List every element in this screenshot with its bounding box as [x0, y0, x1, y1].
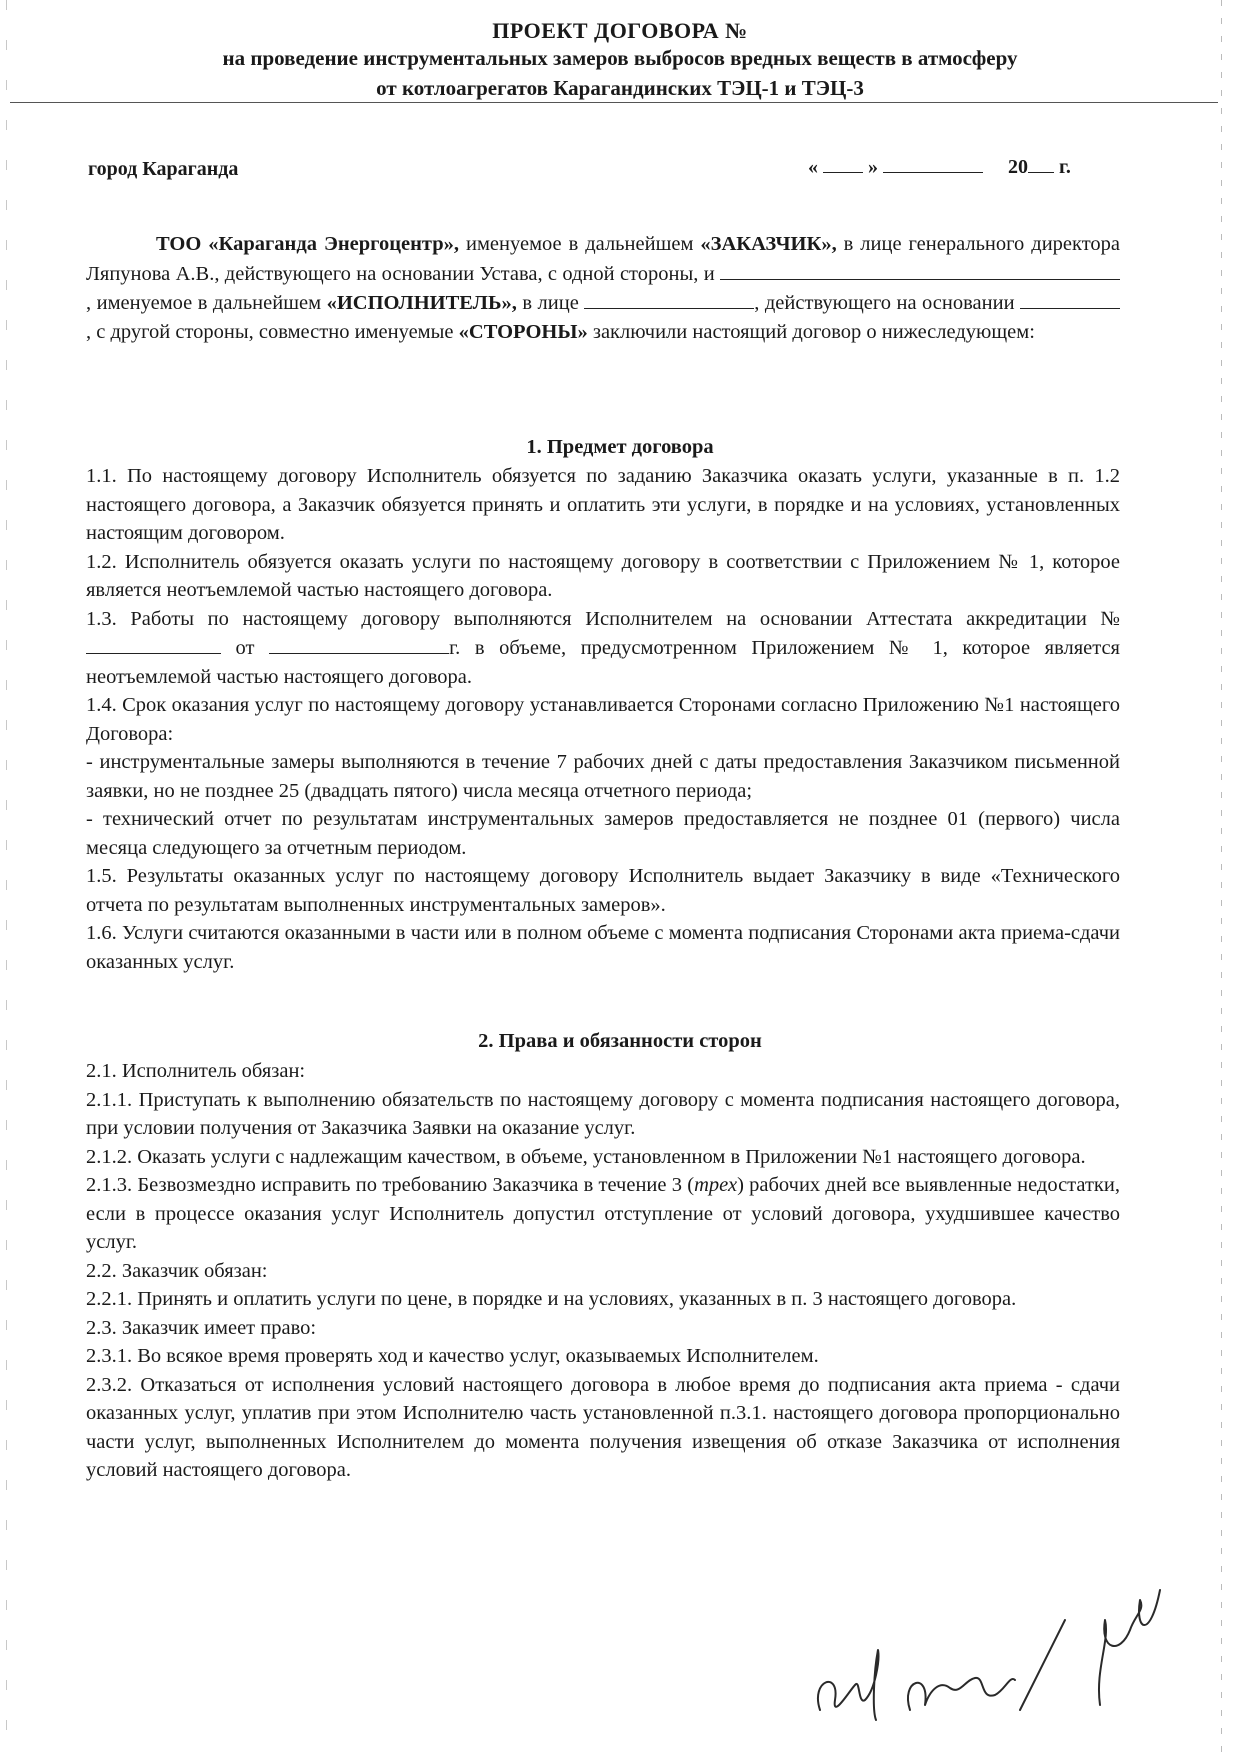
date-year-blank: [1028, 152, 1054, 173]
clause-1-3-text-c: г. в объеме, предусмотренном Приложением № 1, которое является неотъемлемой частью настоящего договора.: [86, 637, 1120, 688]
clause-1-1: 1.1. По настоящему договору Исполнитель обязуется по заданию Заказчика оказать услуги, указанные в п. 1.2 настоящего договора, а Заказчик обязуется принять и оплатить эти услуги, в порядке и на условиях, установленных настоящим договором.: [86, 465, 1120, 544]
clause-1-6: 1.6. Услуги считаются оказанными в части или в полном объеме с момента подписания Сторонами акта приема-сдачи оказанных услуг.: [86, 922, 1120, 973]
section-1-title: 1. Предмет договора: [526, 436, 714, 458]
clause-1-4-bullet-2: - технический отчет по результатам инструментальных замеров предоставляется не позднее 01 (первого) числа месяца следующего за отчетным периодом.: [86, 808, 1120, 859]
scan-edge-left: [6, 0, 7, 1754]
clause-2-1-3-italic: трех: [694, 1174, 738, 1196]
preamble-text-2: в лице генерального директора Ляпунова А.В., действующего на основании Устава, с одной стороны, и: [86, 233, 1120, 285]
preamble-text-7: заключили настоящий договор о нижеследующем:: [587, 320, 1035, 343]
accreditation-date-blank: [269, 633, 449, 654]
preamble: [86, 230, 1120, 346]
executor-representative-blank: [584, 288, 754, 309]
contract-subtitle-line1: на проведение инструментальных замеров выбросов вредных веществ в атмосферу: [222, 46, 1018, 70]
section-1: [86, 462, 1120, 976]
clause-2-3-2: 2.3.2. Отказаться от исполнения условий настоящего договора в любое время до подписания акта приема - сдачи оказанных услуг, уплатив при этом Исполнителю часть установленной п.3.1. настоящего договора пропорционально части услуг, выполненных Исполнителем до момента получения извещения об отказе Заказчика от исполнения условий настоящего договора.: [86, 1373, 1120, 1481]
clause-1-4: 1.4. Срок оказания услуг по настоящему договору устанавливается Сторонами согласно Приложению №1 настоящего Договора:: [86, 694, 1120, 745]
clause-1-2: 1.2. Исполнитель обязуется оказать услуги по настоящему договору в соответствии с Приложением № 1, которое является неотъемлемой частью настоящего договора.: [86, 550, 1120, 601]
clause-1-3-text-b: от: [221, 637, 270, 659]
header-divider: [10, 102, 1218, 103]
executor-basis-blank: [1020, 288, 1120, 309]
clause-2-3: 2.3. Заказчик имеет право:: [86, 1316, 317, 1339]
signature-2: [908, 1678, 1015, 1710]
customer-company: ТОО «Караганда Энергоцентр»,: [156, 233, 460, 255]
clause-1-4-bullet-1: - инструментальные замеры выполняются в течение 7 рабочих дней с даты предоставления Заказчиком письменной заявки, но не позднее 25 (двадцать пятого) числа месяца отчетного периода;: [86, 751, 1120, 802]
clause-2-1-3-text-a: 2.1.3. Безвозмездно исправить по требованию Заказчика в течение 3 (: [86, 1174, 695, 1196]
clause-2-1-1: 2.1.1. Приступать к выполнению обязательств по настоящему договору с момента подписания настоящего договора, при условии получения от Заказчика Заявки на оказание услуг.: [86, 1088, 1120, 1139]
preamble-text-3: , именуемое в дальнейшем: [86, 292, 327, 314]
clause-1-3-text-a: 1.3. Работы по настоящему договору выполняются Исполнителем на основании Аттестата аккредитации №: [86, 607, 1120, 630]
clause-2-2: 2.2. Заказчик обязан:: [86, 1259, 268, 1282]
scan-edge-right: [1221, 0, 1222, 1754]
preamble-text-6: , с другой стороны, совместно именуемые: [86, 320, 459, 343]
clause-2-2-1: 2.2.1. Принять и оплатить услуги по цене, в порядке и на условиях, указанных в п. 3 настоящего договора.: [86, 1288, 1017, 1310]
date-close-quote: »: [868, 156, 878, 178]
clause-2-1-2: 2.1.2. Оказать услуги с надлежащим качеством, в объеме, установленном в Приложении №1 настоящего договора.: [86, 1145, 1086, 1168]
signature-1: [818, 1650, 878, 1720]
clause-1-3: [86, 605, 1120, 692]
customer-role: «ЗАКАЗЧИК»,: [700, 233, 837, 255]
date-month-blank: [883, 152, 983, 173]
preamble-paragraph: [86, 230, 1120, 346]
executor-name-blank: [720, 259, 1120, 280]
preamble-text-1: именуемое в дальнейшем: [459, 233, 701, 255]
section-2: [86, 1057, 1120, 1485]
accreditation-number-blank: [86, 633, 221, 654]
clause-2-1-3: [86, 1171, 1120, 1257]
date-year-suffix: г.: [1059, 156, 1071, 178]
parties-role: «СТОРОНЫ»: [458, 320, 588, 343]
contract-subtitle-line2: от котлоагрегатов Карагандинских ТЭЦ-1 и ТЭЦ-3: [376, 76, 864, 100]
preamble-text-4: в лице: [516, 292, 585, 314]
contract-title: ПРОЕКТ ДОГОВОРА №: [492, 18, 748, 43]
executor-role: «ИСПОЛНИТЕЛЬ»,: [326, 292, 517, 314]
handwritten-signatures: [800, 1560, 1200, 1730]
clause-2-3-1: 2.3.1. Во всякое время проверять ход и качество услуг, оказываемых Исполнителем.: [86, 1345, 819, 1367]
preamble-text-5: , действующего на основании: [754, 292, 1021, 314]
date-year-prefix: 20: [1008, 156, 1028, 178]
section-2-title: 2. Права и обязанности сторон: [478, 1030, 762, 1052]
clause-2-1: 2.1. Исполнитель обязан:: [86, 1060, 306, 1082]
date-day-blank: [823, 152, 863, 173]
date-open-quote: «: [808, 156, 818, 178]
contract-place: город Караганда: [88, 158, 239, 180]
clause-1-5: 1.5. Результаты оказанных услуг по настоящему договору Исполнитель выдает Заказчику в виде «Технического отчета по результатам выполненных инструментальных замеров».: [86, 865, 1120, 916]
signature-3: [1020, 1620, 1065, 1710]
clause-2-1-3-text-b: ) рабочих дней все выявленные недостатки, если в процессе оказания услуг Исполнитель допустил отступление от условий договора, ухудшившее качество услуг.: [86, 1174, 1120, 1253]
signature-4: [1099, 1590, 1160, 1705]
contract-date: [808, 152, 1071, 179]
